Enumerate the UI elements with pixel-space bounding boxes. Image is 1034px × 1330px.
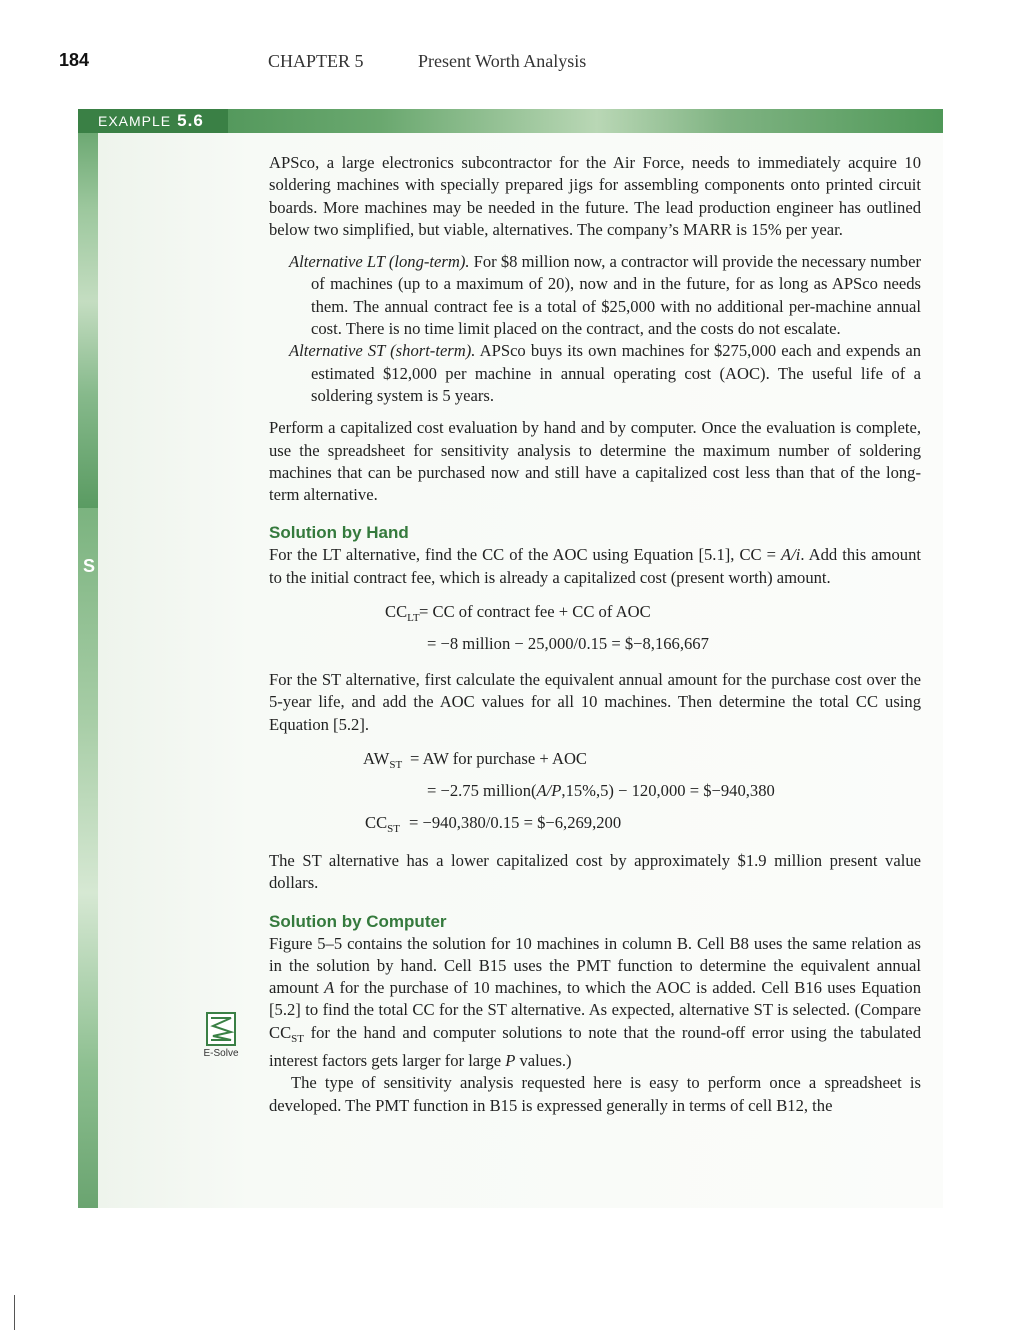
- alternative-lt-name: Alternative LT (long-term).: [289, 252, 470, 272]
- task-paragraph: Perform a capitalized cost evaluation by hand and by computer. Once the evaluation is complete, use the spreadsheet for sensitivity analysis to determine the maximum number of soldering machines that can be purchased now and still have a capitalized cost less than that of the long-term alternative.: [269, 418, 921, 505]
- symbol-a: A: [324, 978, 335, 998]
- equation-subscript: ST: [387, 822, 400, 835]
- equation-rhs: = −940,380/0.15 = $−6,269,200: [409, 812, 622, 832]
- chapter-label: CHAPTER 5: [268, 51, 364, 71]
- equation-cc-st: [269, 808, 921, 840]
- equation-symbol: CC: [385, 602, 408, 622]
- solution-computer-paragraph-2: The type of sensitivity analysis requested here is easy to perform once a spreadsheet is developed. The PMT function in B15 is expressed generally in terms of cell B12, the: [269, 1073, 921, 1115]
- esolve-badge: [196, 1012, 246, 1059]
- chapter-title: Present Worth Analysis: [418, 51, 587, 71]
- equation-lhs: [365, 812, 400, 840]
- intro-paragraph: APSco, a large electronics subcontractor for the Air Force, needs to immediately acquire 10 soldering machines with specially prepared jigs for assembling components onto printed circuit boards. More machines may be needed in the future. The lead production engineer has outlined below two simplified, but viable, alternatives. The company’s MARR is 15% per year.: [269, 153, 921, 239]
- text-run: ,15%,5) − 120,000 = $−940,380: [561, 780, 775, 800]
- equation-symbol: CC: [365, 812, 388, 832]
- example-content: [269, 152, 921, 1117]
- example-label: EXAMPLE: [98, 113, 172, 129]
- alternative-st: [289, 340, 921, 407]
- example-number: 5.6: [177, 111, 204, 130]
- decorative-strip-bottom: [78, 508, 98, 1208]
- equation-rhs: [427, 780, 775, 802]
- subscript-st: ST: [291, 1032, 304, 1045]
- equation-lhs: [385, 601, 420, 629]
- esolve-label: E-Solve: [203, 1048, 239, 1059]
- text-run: Figure 5–5 contains the solution for 10 machines in column B. Cell B8 uses the same relation as in the solution by hand. Cell B15 uses the PMT function to determine the equivalent annual amount: [269, 933, 921, 998]
- formula-a-over-i: A/i: [781, 545, 801, 565]
- text-run: for the purchase of 10 machines, to which the AOC is added. Cell B16 uses Equation [5.2] to find the total CC for the ST alternative. As expected, alternative ST is selected. (Compare CC: [269, 978, 922, 1042]
- text-run: values.): [515, 1051, 572, 1071]
- page-number: 184: [59, 50, 90, 70]
- text-run: for the hand and computer solutions to note that the round-off error using the tabulated interest factors gets larger for large: [269, 1022, 921, 1071]
- solution-hand-paragraph-2: For the ST alternative, first calculate the equivalent annual amount for the purchase cost over the 5-year life, and add the AOC values for all 10 machines. Then determine the total CC using Equation [5.2].: [269, 670, 921, 734]
- equation-lhs: [363, 748, 402, 776]
- alternative-lt: [289, 251, 921, 340]
- equation-symbol: AW: [363, 748, 390, 768]
- example-tab: [78, 109, 228, 133]
- equation-aw-st-value: [269, 776, 921, 808]
- solution-computer-paragraph-1: [269, 933, 921, 1073]
- solution-by-hand-heading: Solution by Hand: [269, 523, 409, 543]
- alternative-lt-text: For $8 million now, a contractor will provide the necessary number of machines (up to a maximum of 20), now and in the future, for as long as APSco needs them. The annual contract fee is a total of $25,000 with no additional per-machine annual cost. There is no time limit placed on the contract, and the costs do not escalate.: [311, 252, 921, 339]
- solution-hand-paragraph-3: The ST alternative has a lower capitalized cost by approximately $1.9 million present value dollars.: [269, 850, 921, 893]
- esolve-icon: [206, 1012, 236, 1046]
- text-run: For the LT alternative, find the CC of the AOC using Equation [5.1], CC =: [269, 545, 781, 565]
- equation-rhs: = −8 million − 25,000/0.15 = $−8,166,667: [427, 634, 709, 654]
- equation-rhs: = CC of contract fee + CC of AOC: [419, 602, 651, 622]
- text-run: . Add this amount to the initial contract fee, which is already a capitalized cost (present worth) amount.: [269, 545, 921, 587]
- equation-subscript: LT: [407, 612, 420, 625]
- decorative-strip-top: [78, 133, 98, 508]
- equation-rhs: = AW for purchase + AOC: [410, 748, 587, 768]
- text-run: = −2.75 million(: [427, 780, 537, 800]
- alternative-st-text: APSco buys its own machines for $275,000 each and expends an estimated $12,000 per machine in annual operating cost (AOC). The useful life of a soldering system is 5 years.: [311, 341, 921, 405]
- equation-cc-lt: [269, 597, 921, 629]
- factor-a-over-p: A/P: [536, 780, 562, 800]
- equation-aw-st: [269, 744, 921, 776]
- page-edge-mark: [14, 1295, 15, 1330]
- alternative-st-name: Alternative ST (short-term).: [289, 341, 476, 361]
- symbol-p: P: [505, 1051, 516, 1071]
- strip-letter: S: [83, 556, 96, 576]
- equation-cc-lt-value: [269, 629, 921, 661]
- solution-hand-paragraph-1: [269, 544, 921, 589]
- solution-by-computer-heading: Solution by Computer: [269, 911, 447, 931]
- equation-subscript: ST: [389, 758, 403, 771]
